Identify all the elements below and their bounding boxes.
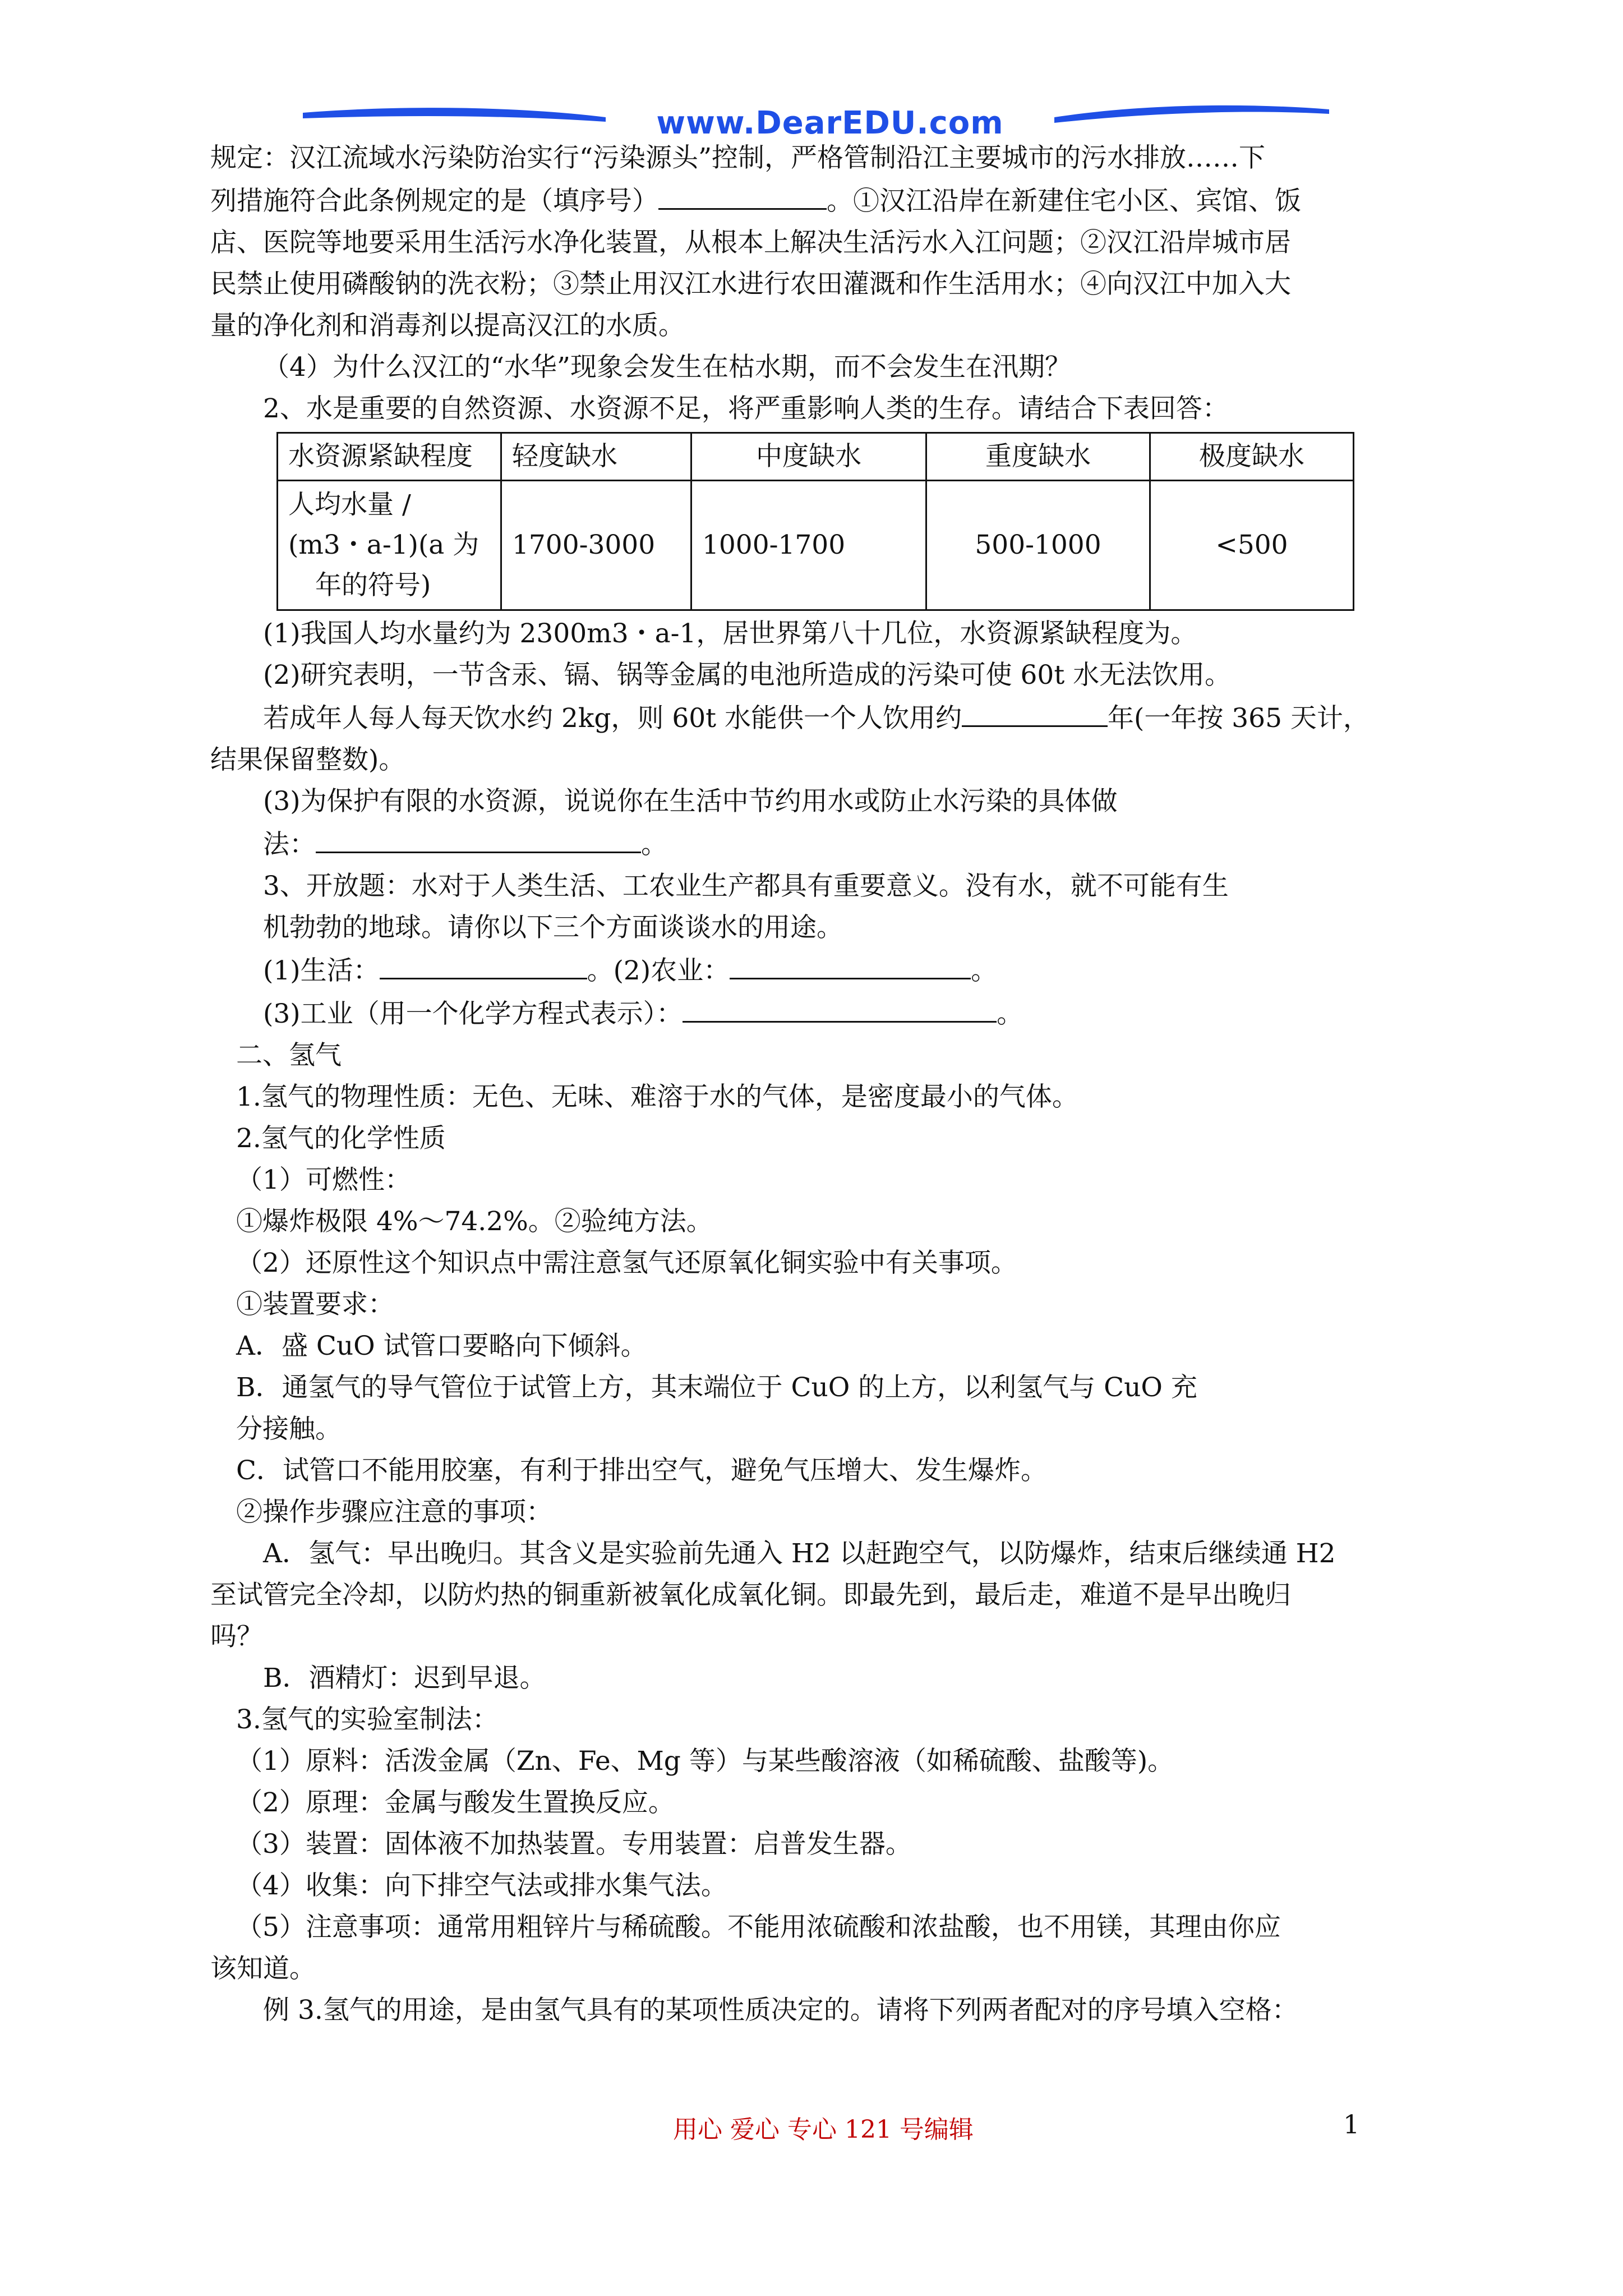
table-cell: 1700-3000 — [501, 481, 691, 610]
table-header-row — [278, 433, 1354, 481]
text-line: 店、医院等地要采用生活污水净化装置，从根本上解决生活污水入江问题；②汉江沿岸城市居 — [210, 227, 1291, 258]
text-line: B．酒精灯：迟到早退。 — [263, 1663, 546, 1694]
hydrogen-section — [210, 1035, 1422, 2031]
table-header-cell: 水资源紧缺程度 — [278, 433, 501, 481]
text-line — [210, 696, 1422, 739]
text-line: C．试管口不能用胶塞，有利于排出空气，避免气压增大、发生爆炸。 — [236, 1455, 1047, 1486]
table-cell: 500-1000 — [926, 481, 1150, 610]
table-header-cell: 极度缺水 — [1150, 433, 1354, 481]
text-line — [210, 949, 1422, 992]
text-segment: 若成年人每人每天饮水约 2kg，则 60t 水能供一个人饮用约 — [263, 703, 962, 734]
text-segment: (3)工业（用一个化学方程式表示）： — [263, 999, 683, 1029]
text-line — [210, 822, 1422, 866]
text-segment: 。 — [971, 955, 998, 986]
text-line: 该知道。 — [210, 1953, 316, 1984]
text-line: 规定：汉江流域水污染防治实行“污染源头”控制，严格管制沿江主要城市的污水排放……下 — [210, 142, 1266, 173]
text-line: 至试管完全冷却，以防灼热的铜重新被氧化成氧化铜。即最先到，最后走，难道不是早出晚归 — [210, 1580, 1291, 1611]
text-segment: (1)生活： — [263, 955, 380, 986]
text-line — [210, 179, 1422, 222]
table-cell: 1000-1700 — [691, 481, 926, 610]
footer-text: 用心 爱心 专心 121 号编辑 — [673, 2115, 974, 2144]
row-label-line: 年的符号) — [315, 570, 431, 601]
text-line: 2.氢气的化学性质 — [236, 1123, 446, 1154]
text-line: （1）可燃性： — [236, 1165, 411, 1195]
text-line: 量的净化剂和消毒剂以提高汉江的水质。 — [210, 310, 685, 341]
text-line: 2、水是重要的自然资源、水资源不足，将严重影响人类的生存。请结合下表回答： — [263, 393, 1229, 424]
text-segment: 。①汉江沿岸在新建住宅小区、宾馆、饭 — [827, 186, 1301, 217]
text-line: 3、开放题：水对于人类生活、工农业生产都具有重要意义。没有水，就不可能有生 — [263, 871, 1229, 901]
text-line: A．氢气：早出晚归。其含义是实验前先通入 H2 以赶跑空气，以防爆炸，结束后继续通 H2 — [263, 1538, 1336, 1569]
text-line: （1）原料：活泼金属（Zn、Fe、Mg 等）与某些酸溶液（如稀硫酸、盐酸等)。 — [236, 1746, 1174, 1777]
text-line: B．通氢气的导气管位于试管上方，其末端位于 CuO 的上方，以利氢气与 CuO 充 — [236, 1372, 1197, 1403]
text-segment: 。 — [997, 999, 1023, 1029]
answer-blank[interactable] — [380, 949, 587, 979]
text-line: （4）为什么汉江的“水华”现象会发生在枯水期，而不会发生在汛期？ — [263, 352, 1071, 383]
text-line: 1.氢气的物理性质：无色、无味、难溶于水的气体，是密度最小的气体。 — [236, 1082, 1078, 1112]
row-label-line: (m3・a-1)(a 为 — [288, 530, 479, 560]
table-cell: <500 — [1150, 481, 1354, 610]
text-line: （3）装置：固体液不加热装置。专用装置：启普发生器。 — [236, 1829, 912, 1860]
text-line — [210, 992, 1422, 1035]
text-line: 二、氢气 — [236, 1040, 342, 1071]
text-line: 3.氢气的实验室制法： — [236, 1704, 499, 1735]
text-line: （2）原理：金属与酸发生置换反应。 — [236, 1787, 675, 1818]
text-line: ①爆炸极限 4%～74.2%。②验纯方法。 — [236, 1206, 713, 1237]
table-row-label — [278, 481, 501, 610]
text-line: 分接触。 — [236, 1414, 342, 1444]
text-line: （2）还原性这个知识点中需注意氢气还原氧化铜实验中有关事项。 — [236, 1248, 1017, 1278]
row-label-line: 人均水量 / — [288, 489, 411, 520]
table-header-cell: 轻度缺水 — [501, 433, 691, 481]
text-line: 机勃勃的地球。请你以下三个方面谈谈水的用途。 — [263, 912, 843, 943]
text-line: 例 3.氢气的用途，是由氢气具有的某项性质决定的。请将下列两者配对的序号填入空格： — [263, 1995, 1298, 2026]
water-scarcity-table — [276, 432, 1354, 611]
text-line: (2)研究表明，一节含汞、镉、锅等金属的电池所造成的污染可使 60t 水无法饮用。 — [263, 660, 1232, 691]
table-row — [278, 481, 1354, 610]
text-line: （4）收集：向下排空气法或排水集气法。 — [236, 1870, 727, 1901]
site-logo[interactable]: www.DearEDU.com — [656, 105, 1004, 141]
answer-blank[interactable] — [316, 822, 641, 853]
text-segment: 法： — [263, 829, 316, 860]
text-segment: 年(一年按 365 天计， — [1107, 703, 1370, 734]
text-segment: 。 — [641, 829, 667, 860]
page-number: 1 — [1343, 2109, 1360, 2139]
text-line: (1)我国人均水量约为 2300m3・a-1，居世界第八十几位，水资源紧缺程度为。 — [263, 618, 1197, 649]
text-line: ①装置要求： — [236, 1289, 394, 1320]
answer-blank[interactable] — [730, 949, 971, 979]
text-line: (3)为保护有限的水资源，说说你在生活中节约用水或防止水污染的具体做 — [263, 786, 1118, 817]
table-header-cell: 中度缺水 — [691, 433, 926, 481]
text-segment: 。(2)农业： — [587, 955, 730, 986]
text-line: 民禁止使用磷酸钠的洗衣粉；③禁止用汉江水进行农田灌溉和作生活用水；④向汉江中加入大 — [210, 269, 1291, 300]
text-line: 吗？ — [210, 1621, 263, 1652]
table-header-cell: 重度缺水 — [926, 433, 1150, 481]
answer-blank[interactable] — [962, 696, 1108, 727]
text-line: A．盛 CuO 试管口要略向下倾斜。 — [236, 1331, 647, 1361]
answer-blank[interactable] — [658, 179, 827, 210]
text-segment: 列措施符合此条例规定的是（填序号） — [210, 186, 658, 217]
text-line: （5）注意事项：通常用粗锌片与稀硫酸。不能用浓硫酸和浓盐酸，也不用镁，其理由你应 — [236, 1912, 1281, 1943]
text-line: ②操作步骤应注意的事项： — [236, 1497, 552, 1527]
text-line: 结果保留整数)。 — [210, 744, 405, 775]
document-body — [210, 137, 1422, 2031]
answer-blank[interactable] — [683, 992, 997, 1023]
